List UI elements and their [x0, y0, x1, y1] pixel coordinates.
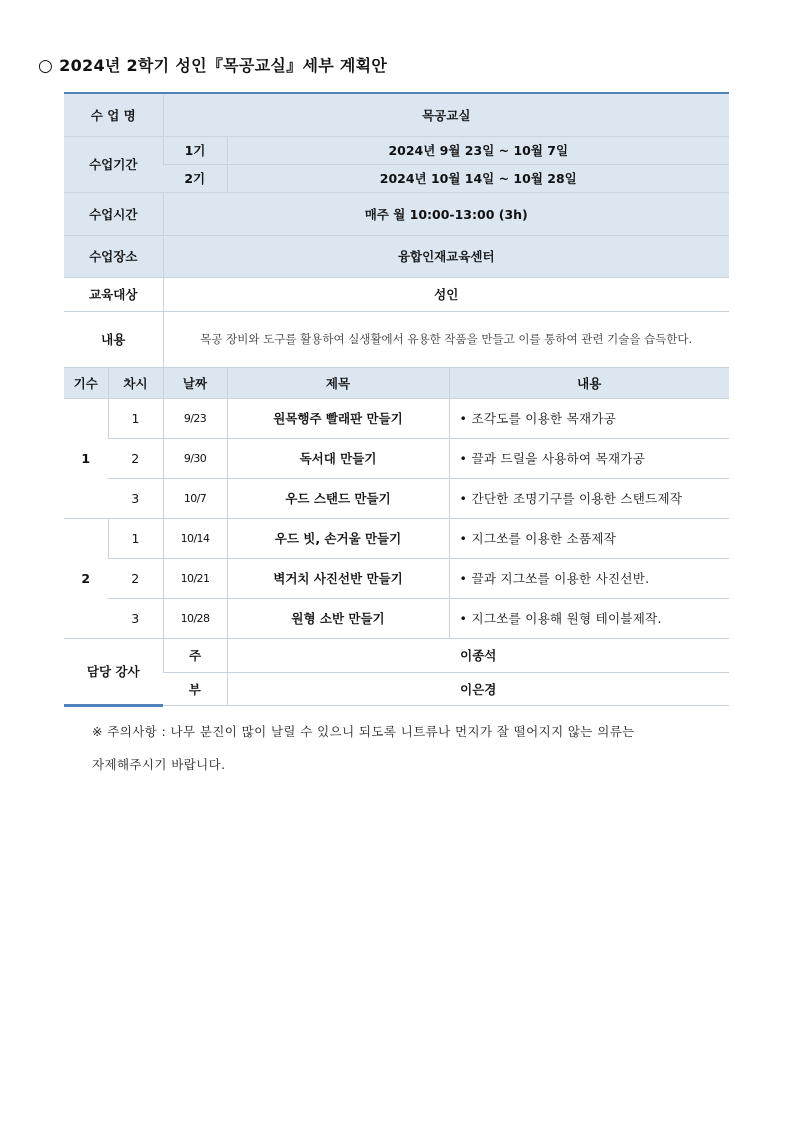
- time-value: 매주 월 10:00-13:00 (3h): [163, 192, 729, 235]
- header-date: 날짜: [163, 367, 227, 398]
- table-row: [64, 598, 729, 638]
- session-number: 2: [108, 438, 163, 478]
- class-name-value: 목공교실: [163, 93, 729, 136]
- content-label: 내용: [64, 311, 163, 367]
- session-detail: • 끌과 드릴을 사용하여 목재가공: [449, 438, 729, 478]
- period-dates: 2024년 10월 14일 ~ 10월 28일: [227, 164, 729, 192]
- period-row-2: [64, 164, 729, 192]
- time-row: [64, 192, 729, 235]
- page-title: [38, 53, 387, 76]
- place-label: 수업장소: [64, 235, 163, 277]
- session-subject: 벽거치 사진선반 만들기: [227, 558, 449, 598]
- circle-bullet-icon: ○: [38, 56, 54, 76]
- session-number: 2: [108, 558, 163, 598]
- page-title-text: 2024년 2학기 성인『목공교실』세부 계획안: [59, 56, 388, 75]
- caution-note: ※ 주의사항 : 나무 분진이 많이 날릴 수 있으니 되도록 니트류나 먼지가 잘 떨어지지 않는 의류는: [92, 724, 635, 739]
- period-label: 수업기간: [64, 136, 163, 192]
- instructor-name: 이종석: [227, 638, 729, 672]
- instructor-name: 이은경: [227, 672, 729, 705]
- term-number: 2: [64, 518, 108, 638]
- header-subject: 제목: [227, 367, 449, 398]
- header-detail: 내용: [449, 367, 729, 398]
- session-detail: • 간단한 조명기구를 이용한 스탠드제작: [449, 478, 729, 518]
- session-detail: • 조각도를 이용한 목재가공: [449, 398, 729, 438]
- session-subject: 독서대 만들기: [227, 438, 449, 478]
- target-value: 성인: [163, 277, 729, 311]
- period-term: 1기: [163, 136, 227, 164]
- session-detail: • 지그쏘를 이용한 소품제작: [449, 518, 729, 558]
- session-date: 10/7: [163, 478, 227, 518]
- session-date: 9/30: [163, 438, 227, 478]
- instructor-row-sub: [64, 672, 729, 705]
- place-row: [64, 235, 729, 277]
- header-session: 차시: [108, 367, 163, 398]
- class-name-row: [64, 93, 729, 136]
- term-number: 1: [64, 398, 108, 518]
- instructor-row-main: [64, 638, 729, 672]
- period-term: 2기: [163, 164, 227, 192]
- session-number: 3: [108, 478, 163, 518]
- period-row-1: [64, 136, 729, 164]
- session-subject: 원목행주 빨래판 만들기: [227, 398, 449, 438]
- caution-note-continued: 자제해주시기 바랍니다.: [92, 757, 226, 772]
- session-subject: 우드 스탠드 만들기: [227, 478, 449, 518]
- instructor-role: 부: [163, 672, 227, 705]
- target-row: [64, 277, 729, 311]
- session-detail: • 끌과 지그쏘를 이용한 사진선반.: [449, 558, 729, 598]
- table-row: [64, 438, 729, 478]
- schedule-header-row: [64, 367, 729, 398]
- session-subject: 원형 소반 만들기: [227, 598, 449, 638]
- instructor-role: 주: [163, 638, 227, 672]
- place-value: 융합인재교육센터: [163, 235, 729, 277]
- table-row: [64, 478, 729, 518]
- table-row: [64, 398, 729, 438]
- class-name-label: 수 업 명: [64, 93, 163, 136]
- session-number: 1: [108, 518, 163, 558]
- time-label: 수업시간: [64, 192, 163, 235]
- period-dates: 2024년 9월 23일 ~ 10월 7일: [227, 136, 729, 164]
- session-date: 10/21: [163, 558, 227, 598]
- content-row: [64, 311, 729, 367]
- plan-table: [64, 92, 729, 707]
- session-date: 10/28: [163, 598, 227, 638]
- header-term: 기수: [64, 367, 108, 398]
- session-detail: • 지그쏘를 이용해 원형 테이블제작.: [449, 598, 729, 638]
- table-row: [64, 558, 729, 598]
- session-subject: 우드 빗, 손거울 만들기: [227, 518, 449, 558]
- content-value: 목공 장비와 도구를 활용하여 실생활에서 유용한 작품을 만들고 이를 통하여 관련 기술을 습득한다.: [163, 311, 729, 367]
- session-number: 3: [108, 598, 163, 638]
- session-date: 9/23: [163, 398, 227, 438]
- session-date: 10/14: [163, 518, 227, 558]
- instructor-label: 담당 강사: [64, 638, 163, 705]
- target-label: 교육대상: [64, 277, 163, 311]
- session-number: 1: [108, 398, 163, 438]
- table-row: [64, 518, 729, 558]
